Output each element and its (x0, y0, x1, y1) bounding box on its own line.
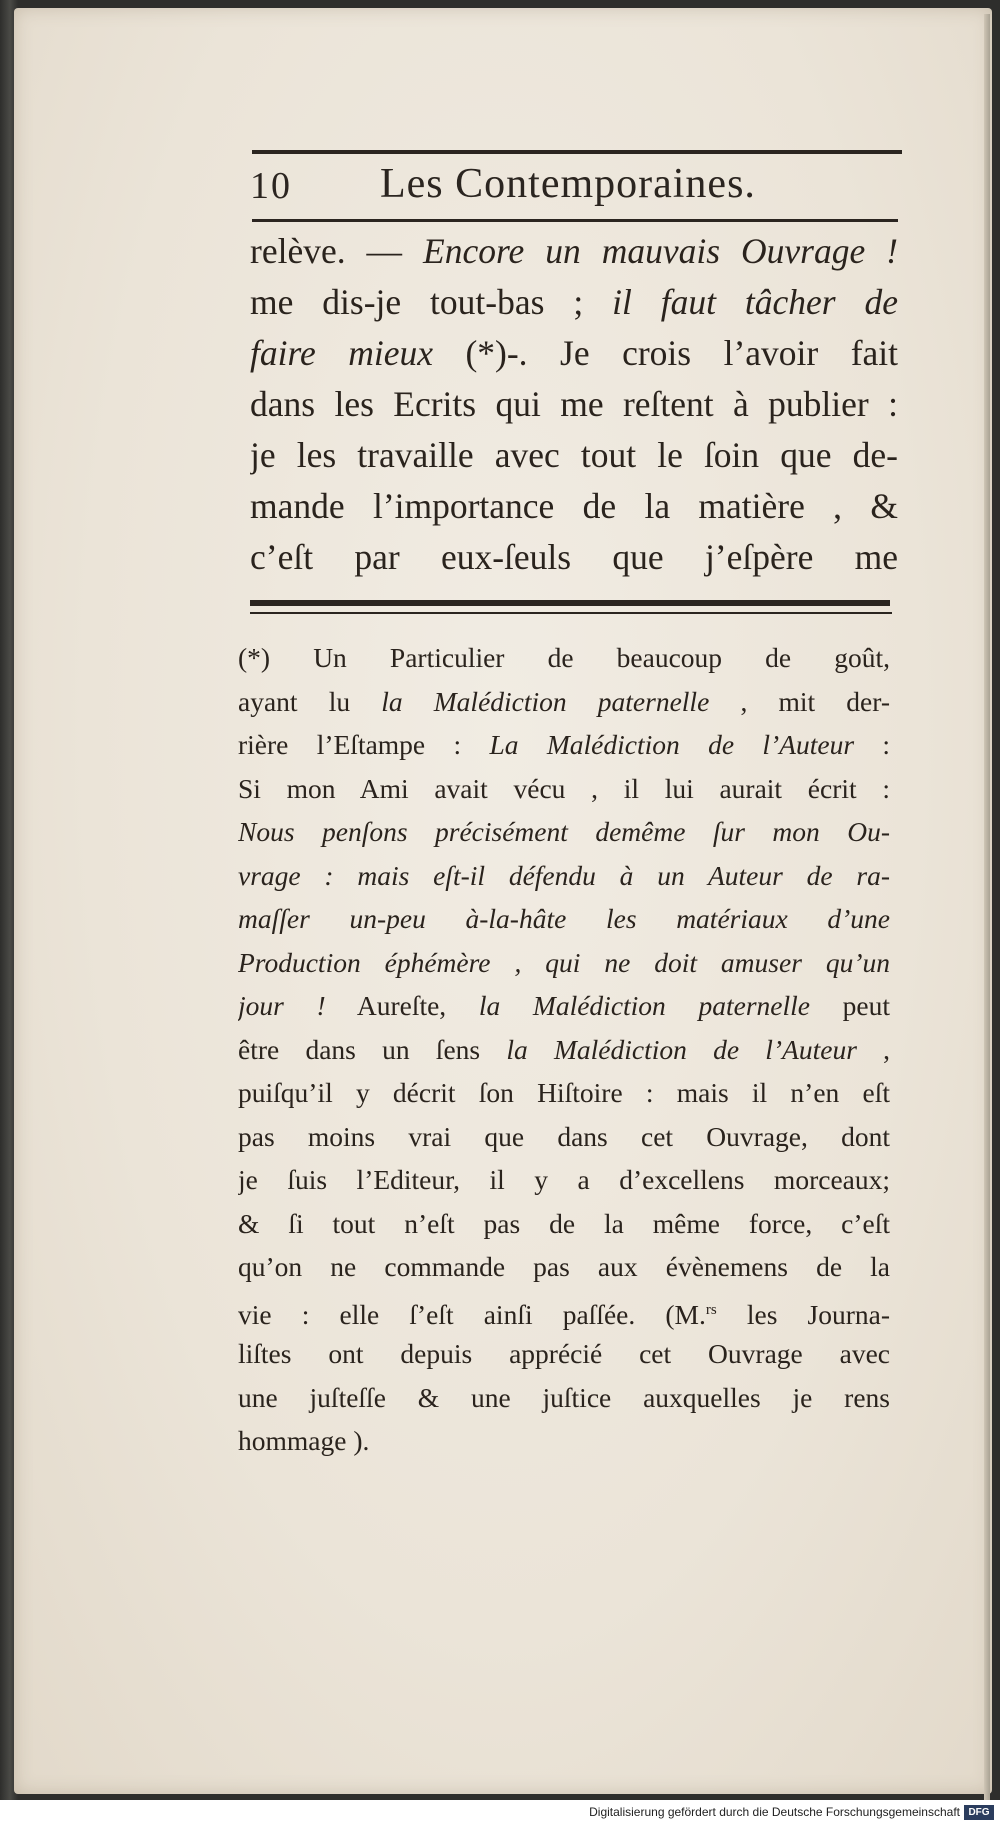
running-header (250, 160, 900, 210)
footnote-line: ayant lu la Malédiction paternelle , mit der- (238, 685, 890, 717)
running-title: Les Contemporaines. (380, 161, 756, 207)
footnote-line: vie : elle ſ’eſt ainſi paſſée. (M.$^{rs}$ les Journa- (238, 1298, 890, 1330)
footnote-line: je ſuis l’Editeur, il y a d’excellens morceaux; (238, 1164, 890, 1195)
text-line: je les travaille avec tout le ſoin que de- (250, 435, 898, 475)
header-top-rule (252, 150, 902, 154)
footer-credit: Digitalisierung gefördert durch die Deutsche Forschungsgemeinschaft (589, 1805, 960, 1819)
text-line: me dis-je tout-bas ; il faut tâcher de (250, 282, 898, 322)
footnote-line: jour ! Aureſte, la Malédiction paternelle peut (238, 990, 890, 1021)
footnote-line: hommage ). (238, 1425, 370, 1456)
footnote-line: vrage : mais eſt-il défendu à un Auteur de ra- (238, 859, 890, 891)
text-line: relève. — Encore un mauvais Ouvrage ! (250, 231, 898, 271)
footnote (238, 636, 890, 1463)
footnote-line: & ſi tout n’eſt pas de la même force, c’eſt (238, 1207, 890, 1239)
footnote-line: Production éphémère , qui ne doit amuser qu’un (238, 946, 890, 978)
footnote-line: Si mon Ami avait vécu , il lui aurait écrit : (238, 772, 890, 804)
footnote-line: maſſer un-peu à-la-hâte les matériaux d’une (238, 903, 890, 934)
footnote-line: pas moins vrai que dans cet Ouvrage, dont (238, 1120, 890, 1152)
footnote-line: être dans un ſens la Malédiction de l’Auteur , (238, 1033, 890, 1065)
page-edge (984, 14, 990, 1804)
digitization-footer (0, 1800, 1000, 1826)
footnote-line: une juſteſſe & une juſtice auxquelles je rens (238, 1381, 890, 1413)
footnote-line: Nous penſons précisément demême ſur mon Ou- (238, 816, 890, 847)
header-bottom-rule (252, 219, 898, 222)
footnote-rule-thin (250, 612, 892, 614)
footnote-line: puiſqu’il y décrit ſon Hiſtoire : mais il n’en eſt (238, 1077, 890, 1108)
text-line: dans les Ecrits qui me reſtent à publier : (250, 384, 898, 424)
text-line: mande l’importance de la matière , & (250, 486, 898, 526)
footnote-line: liſtes ont depuis apprécié cet Ouvrage avec (238, 1338, 890, 1369)
footnote-rule-thick (250, 600, 890, 606)
page-number: 10 (250, 165, 292, 207)
dfg-logo: DFG (964, 1805, 994, 1820)
text-line: c’eſt par eux-ſeuls que j’eſpère me (250, 537, 898, 577)
footnote-line: qu’on ne commande pas aux évènemens de la (238, 1251, 890, 1282)
footnote-line: rière l’Eſtampe : La Malédiction de l’Auteur : (238, 729, 890, 760)
footnote-line: (*) Un Particulier de beaucoup de goût, (238, 642, 890, 673)
text-line: faire mieux (*)-. Je crois l’avoir fait (250, 333, 898, 373)
main-text (250, 226, 898, 583)
